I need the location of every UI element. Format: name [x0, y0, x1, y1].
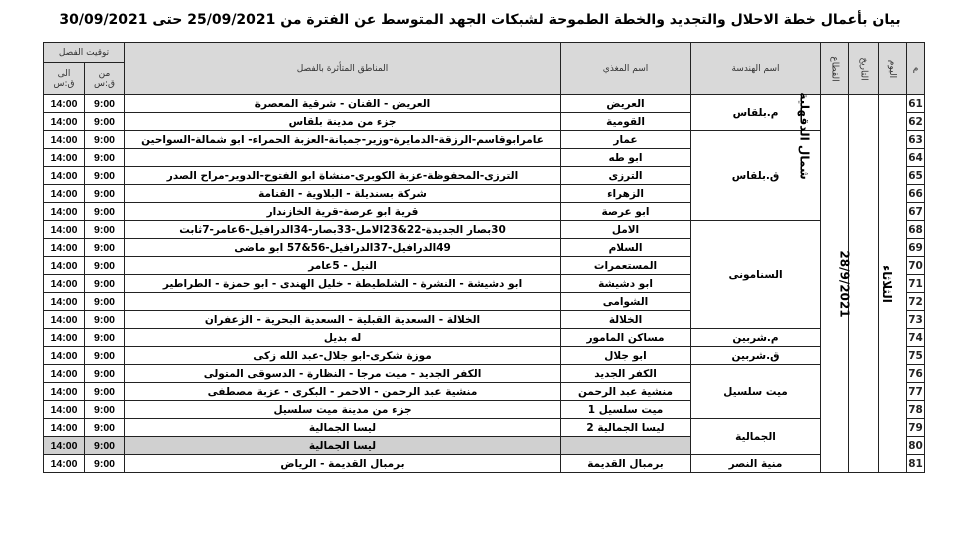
row-index: 77: [907, 383, 925, 401]
areas-cell: 30بصار الجديدة-22&23الامل-33بصار-34الدرافيل-6عامر-7ثابت: [125, 221, 561, 239]
from-time: 9:00: [85, 203, 125, 221]
row-index: 74: [907, 329, 925, 347]
row-index: 80: [907, 437, 925, 455]
from-time: 9:00: [85, 347, 125, 365]
header-cut-time: توقيت الفصل: [44, 43, 125, 63]
feeder-cell: المستعمرات: [561, 257, 691, 275]
table-row: [44, 329, 925, 347]
feeder-cell: السلام: [561, 239, 691, 257]
to-time: 14:00: [44, 365, 85, 383]
sector-cell: شمال الدقهلية: [821, 95, 849, 473]
from-time: 9:00: [85, 113, 125, 131]
from-time: 9:00: [85, 239, 125, 257]
table-row: [44, 221, 925, 239]
areas-cell: عامرابوقاسم-الرزقة-الدمايرة-وزير-جميانة-العزبة الحمراء- ابو شمالة-السواحين: [125, 131, 561, 149]
row-index: 66: [907, 185, 925, 203]
header-areas: المناطق المتأثرة بالفصل: [125, 43, 561, 95]
from-time: 9:00: [85, 221, 125, 239]
feeder-cell: مساكن المامور: [561, 329, 691, 347]
from-time: 9:00: [85, 401, 125, 419]
areas-cell: برمبال القديمة - الرياض: [125, 455, 561, 473]
feeder-cell: ابو جلال: [561, 347, 691, 365]
from-time: 9:00: [85, 311, 125, 329]
areas-cell: جزء من مدينة ميت سلسيل: [125, 401, 561, 419]
day-cell: الثلاثاء: [879, 95, 907, 473]
to-time: 14:00: [44, 185, 85, 203]
row-index: 64: [907, 149, 925, 167]
to-time: 14:00: [44, 203, 85, 221]
engineering-cell: ق.بلقاس: [691, 131, 821, 221]
header-engineering: اسم الهندسة: [691, 43, 821, 95]
table-row: [44, 347, 925, 365]
header-from: من ق:س: [85, 63, 125, 95]
feeder-cell: الامل: [561, 221, 691, 239]
header-day: اليوم: [879, 43, 907, 95]
row-index: 78: [907, 401, 925, 419]
feeder-cell: ابو طه: [561, 149, 691, 167]
from-time: 9:00: [85, 185, 125, 203]
to-time: 14:00: [44, 437, 85, 455]
engineering-cell: السنامونى: [691, 221, 821, 329]
row-index: 81: [907, 455, 925, 473]
to-time: 14:00: [44, 257, 85, 275]
row-index: 61: [907, 95, 925, 113]
feeder-cell: ابو دشيشة: [561, 275, 691, 293]
from-time: 9:00: [85, 167, 125, 185]
feeder-cell: ابو عرصة: [561, 203, 691, 221]
from-time: 9:00: [85, 383, 125, 401]
areas-cell: الترزى-المحفوظة-عزبة الكوبرى-منشاة ابو الفتوح-الدوير-مراح الصدر: [125, 167, 561, 185]
to-time: 14:00: [44, 149, 85, 167]
from-time: 9:00: [85, 95, 125, 113]
row-index: 72: [907, 293, 925, 311]
to-time: 14:00: [44, 167, 85, 185]
from-time: 9:00: [85, 455, 125, 473]
header-date: التاريخ: [849, 43, 879, 95]
from-time: 9:00: [85, 419, 125, 437]
engineering-cell: الجمالية: [691, 419, 821, 455]
areas-cell: النيل - 5عامر: [125, 257, 561, 275]
engineering-cell: ق.شربين: [691, 347, 821, 365]
outage-table-wrap: [43, 42, 924, 495]
to-time: 14:00: [44, 275, 85, 293]
header-sector: القطاع: [821, 43, 849, 95]
to-time: 14:00: [44, 401, 85, 419]
areas-cell: شركة بسنديلة - البلاوية - القنامة: [125, 185, 561, 203]
to-time: 14:00: [44, 347, 85, 365]
feeder-cell: العريض: [561, 95, 691, 113]
areas-cell: [125, 149, 561, 167]
feeder-cell: الترزى: [561, 167, 691, 185]
from-time: 9:00: [85, 149, 125, 167]
outage-table: [43, 42, 925, 473]
row-index: 65: [907, 167, 925, 185]
feeder-cell: ميت سلسيل 1: [561, 401, 691, 419]
from-time: 9:00: [85, 329, 125, 347]
row-index: 70: [907, 257, 925, 275]
areas-cell: الخلالة - السعدية القبلية - السعدية البحرية - الزعفران: [125, 311, 561, 329]
areas-cell: له بديل: [125, 329, 561, 347]
engineering-cell: م.بلقاس: [691, 95, 821, 131]
row-index: 68: [907, 221, 925, 239]
from-time: 9:00: [85, 131, 125, 149]
feeder-cell: الخلالة: [561, 311, 691, 329]
areas-cell: العريض - القنان - شرقية المعصرة: [125, 95, 561, 113]
feeder-cell: الكفر الجديد: [561, 365, 691, 383]
to-time: 14:00: [44, 329, 85, 347]
row-index: 75: [907, 347, 925, 365]
to-time: 14:00: [44, 455, 85, 473]
feeder-cell: ليسا الجمالية 2: [561, 419, 691, 437]
from-time: 9:00: [85, 365, 125, 383]
header-feeder: اسم المغذي: [561, 43, 691, 95]
areas-cell: ليسا الجمالية: [125, 437, 561, 455]
table-row: [44, 455, 925, 473]
engineering-cell: م.شربين: [691, 329, 821, 347]
table-row: [44, 419, 925, 437]
areas-cell: ابو دشيشة - النشرة - الشلطيطة - خليل الهندى - ابو حمزة - الطراطير: [125, 275, 561, 293]
areas-cell: الكفر الجديد - ميت مرجا - النظارة - الدسوقى المتولى: [125, 365, 561, 383]
to-time: 14:00: [44, 95, 85, 113]
to-time: 14:00: [44, 293, 85, 311]
from-time: 9:00: [85, 293, 125, 311]
from-time: 9:00: [85, 437, 125, 455]
table-row: [44, 365, 925, 383]
to-time: 14:00: [44, 383, 85, 401]
areas-cell: قرية ابو عرصة-قرية الخازندار: [125, 203, 561, 221]
to-time: 14:00: [44, 239, 85, 257]
engineering-cell: ميت سلسيل: [691, 365, 821, 419]
areas-cell: ليسا الجمالية: [125, 419, 561, 437]
areas-cell: منشية عبد الرحمن - الاحمر - البكرى - عزبة مصطفى: [125, 383, 561, 401]
row-index: 62: [907, 113, 925, 131]
areas-cell: جزء من مدينة بلقاس: [125, 113, 561, 131]
feeder-cell: [561, 437, 691, 455]
row-index: 69: [907, 239, 925, 257]
header-num: م: [907, 43, 925, 95]
engineering-cell: منية النصر: [691, 455, 821, 473]
row-index: 76: [907, 365, 925, 383]
table-row: [44, 95, 925, 113]
row-index: 67: [907, 203, 925, 221]
from-time: 9:00: [85, 257, 125, 275]
row-index: 63: [907, 131, 925, 149]
feeder-cell: برمبال القديمة: [561, 455, 691, 473]
to-time: 14:00: [44, 419, 85, 437]
row-index: 79: [907, 419, 925, 437]
feeder-cell: عمار: [561, 131, 691, 149]
header-to: الى ق:س: [44, 63, 85, 95]
page-title: بيان بأعمال خطة الاحلال والتجديد والخطة الطموحة لشبكات الجهد المتوسط عن الفترة من 25/09/2021 حتى 30/09/2021: [59, 12, 901, 28]
feeder-cell: الشوامى: [561, 293, 691, 311]
areas-cell: 49الدرافيل-37الدرافيل-56&57 ابو ماضى: [125, 239, 561, 257]
to-time: 14:00: [44, 131, 85, 149]
to-time: 14:00: [44, 113, 85, 131]
to-time: 14:00: [44, 311, 85, 329]
feeder-cell: منشية عبد الرحمن: [561, 383, 691, 401]
areas-cell: [125, 293, 561, 311]
table-row: [44, 131, 925, 149]
row-index: 73: [907, 311, 925, 329]
to-time: 14:00: [44, 221, 85, 239]
feeder-cell: الزهراء: [561, 185, 691, 203]
row-index: 71: [907, 275, 925, 293]
areas-cell: موزة شكرى-ابو جلال-عبد الله زكى: [125, 347, 561, 365]
from-time: 9:00: [85, 275, 125, 293]
feeder-cell: القومية: [561, 113, 691, 131]
date-cell: 28/9/2021: [849, 95, 879, 473]
